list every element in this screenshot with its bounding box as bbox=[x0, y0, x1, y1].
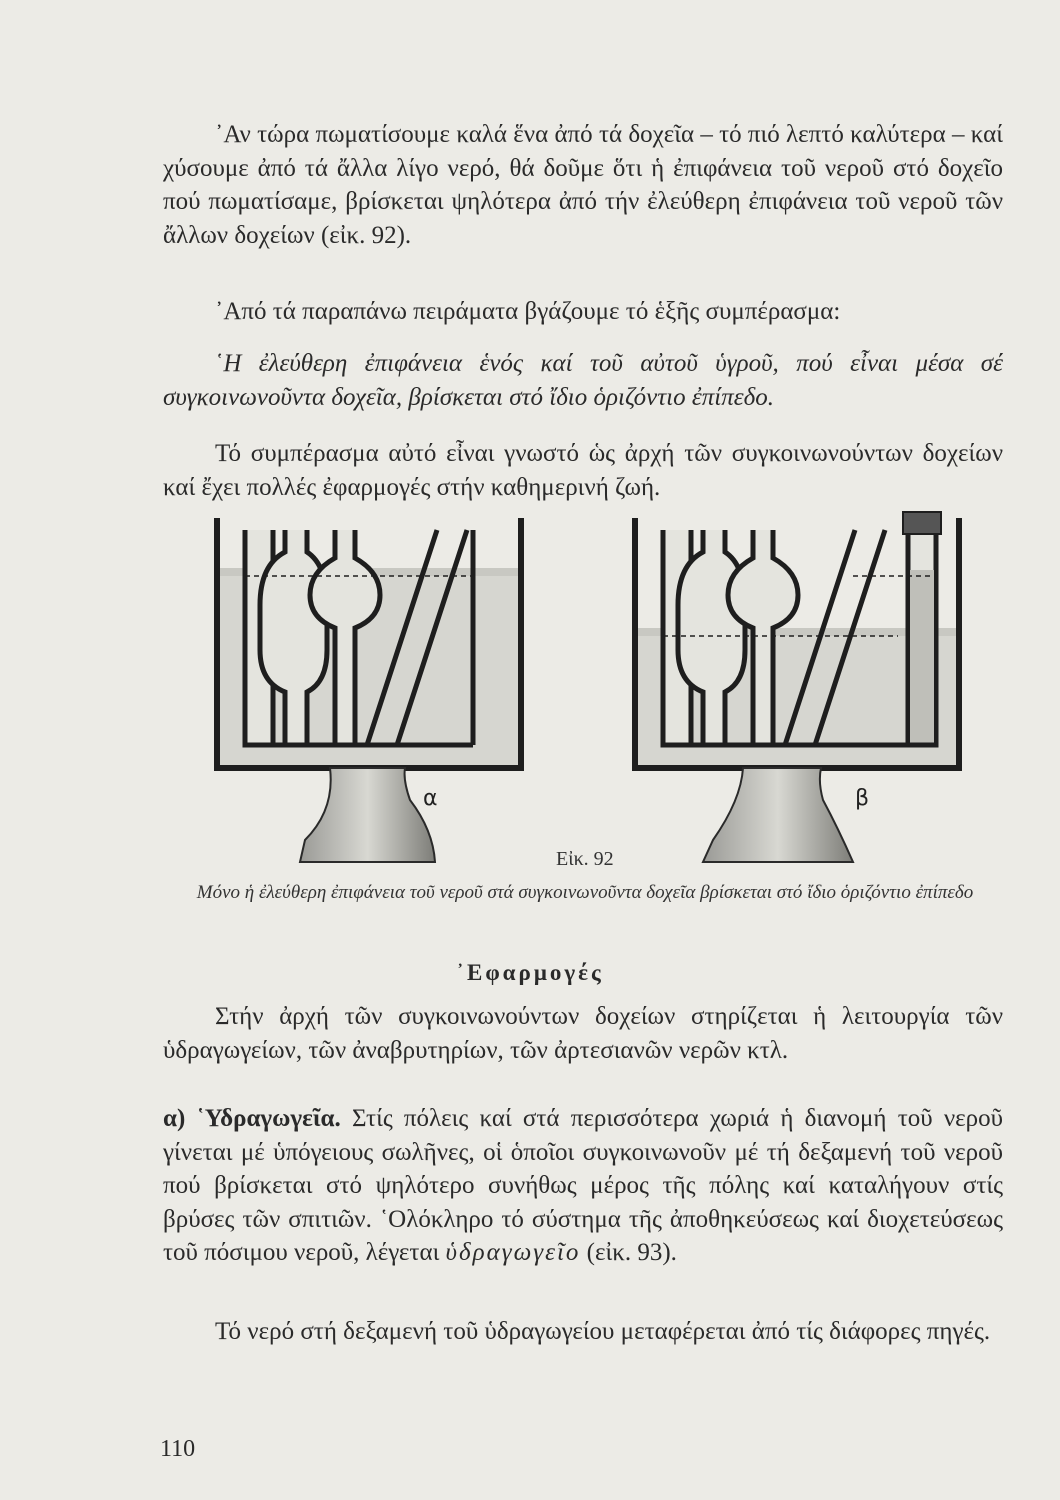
communicating-vessels-figure bbox=[205, 510, 965, 870]
paragraph-2-text: ᾿Από τά παραπάνω πειράματα βγάζουμε τό ἑξῆς συμπέρασμα: bbox=[215, 298, 841, 325]
section-heading: ᾿Εφαρμογές bbox=[456, 960, 604, 985]
label-a: α bbox=[423, 786, 438, 811]
paragraph-5-text: Στήν ἀρχή τῶν συγκοινωνούντων δοχείων στηρίζεται ἡ λειτουργία τῶν ὑδραγωγείων, τῶν ἀναβρυτηρίων, τῶν ἀρτεσιανῶν νερῶν κτλ. bbox=[163, 1003, 1003, 1064]
page-number: 110 bbox=[160, 1436, 196, 1462]
conclusion-text: ῾Η ἐλεύθερη ἐπιφάνεια ἑνός καί τοῦ αὐτοῦ ὑγροῦ, πού εἶναι μέσα σέ συγκοινωνοῦντα δοχεῖα, βρίσκεται στό ἴδιο ὁριζόντιο ἐπίπεδο. bbox=[163, 350, 1003, 411]
figure-label: Εἰκ. 92 bbox=[556, 848, 614, 870]
apparatus-a bbox=[217, 518, 521, 862]
paragraph-1 bbox=[163, 118, 1003, 252]
aqueduct-term: ὑδραγωγεῖο bbox=[445, 1239, 581, 1266]
paragraph-4 bbox=[163, 437, 1003, 504]
label-b: β bbox=[855, 786, 870, 811]
paragraph-5 bbox=[163, 1000, 1003, 1067]
conclusion-italic bbox=[163, 347, 1003, 414]
aqueducts-tail: (εἰκ. 93). bbox=[586, 1239, 677, 1266]
paragraph-4-text: Τό συμπέρασμα αὐτό εἶναι γνωστό ὡς ἀρχή τῶν συγκοινωνούντων δοχείων καί ἔχει πολλές ἐφαρμογές στήν καθημερινή ζωή. bbox=[163, 440, 1003, 501]
paragraph-2 bbox=[163, 295, 1003, 329]
paragraph-aqueducts bbox=[163, 1102, 1003, 1270]
aqueducts-text: Στίς πόλεις καί στά περισσότερα χωριά ἡ διανομή τοῦ νεροῦ γίνεται μέ ὑπόγειους σωλῆνες, οἱ ὁποῖοι συγκοινωνοῦν μέ τή δεξαμενή τοῦ νεροῦ πού βρίσκεται στό ψηλότερο συνήθως μέρος τῆς πόλης καί καταλήγουν στίς βρύσες τῶν σπιτιῶν. ῾Ολόκληρο τό σύστημα τῆς ἀποθηκεύσεως καί διοχετεύσεως τοῦ πόσιμου νεροῦ, λέγεται bbox=[163, 1105, 1004, 1266]
figure-caption: Μόνο ἡ ἐλεύθερη ἐπιφάνεια τοῦ νεροῦ στά συγκοινωνοῦντα δοχεῖα βρίσκεται στό ἴδιο ὁριζόντιο ἐπίπεδο bbox=[196, 882, 974, 903]
paragraph-7 bbox=[163, 1315, 1003, 1349]
paragraph-1-text: ᾿Αν τώρα πωματίσουμε καλά ἕνα ἀπό τά δοχεῖα – τό πιό λεπτό καλύτερα – καί χύσουμε ἀπό τά ἄλλα λίγο νερό, θά δοῦμε ὅτι ἡ ἐπιφάνεια τοῦ νεροῦ στό δοχεῖο πού πωματίσαμε, βρίσκεται ψηλότερα ἀπό τήν ἐλεύθερη ἐπιφάνεια τοῦ νεροῦ τῶν ἄλλων δοχείων (εἰκ. 92). bbox=[163, 121, 1003, 249]
aqueducts-lead: α) ῾Υδραγωγεῖα. bbox=[163, 1105, 341, 1132]
apparatus-b bbox=[635, 512, 959, 862]
paragraph-7-text: Τό νερό στή δεξαμενή τοῦ ὑδραγωγείου μεταφέρεται ἀπό τίς διάφορες πηγές. bbox=[215, 1318, 991, 1345]
